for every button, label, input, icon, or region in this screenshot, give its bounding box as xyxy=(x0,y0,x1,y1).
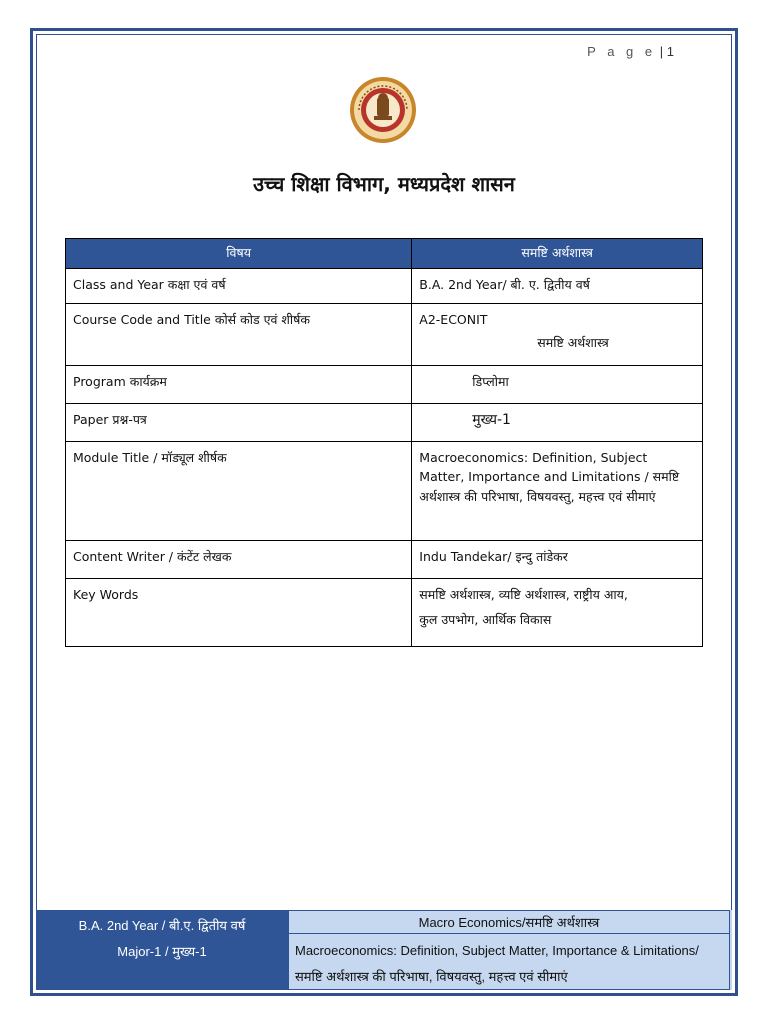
page-footer xyxy=(36,910,732,990)
page-number: P a g e | 1 xyxy=(587,44,674,59)
row-value: मुख्य-1 xyxy=(412,404,703,442)
row-label: Course Code and Title कोर्स कोड एवं शीर्षक xyxy=(66,304,412,366)
course-code: A2-ECONIT xyxy=(419,312,488,327)
row-label: Key Words xyxy=(66,579,412,647)
footer-module-info xyxy=(288,910,732,990)
table-row xyxy=(66,442,703,541)
footer-module-title: Macroeconomics: Definition, Subject Matter, Importance & Limitations/समष्टि अर्थशास्त्र की परिभाषा, विषयवस्तु, महत्त्व एवं सीमाएं xyxy=(288,934,730,990)
row-value: डिप्लोमा xyxy=(412,366,703,404)
table-header-topic: समष्टि अर्थशास्त्र xyxy=(412,239,703,269)
row-label: Class and Year कक्षा एवं वर्ष xyxy=(66,269,412,304)
keywords-line-1: समष्टि अर्थशास्त्र, व्यष्टि अर्थशास्त्र, राष्ट्रीय आय, xyxy=(419,587,628,602)
table-row xyxy=(66,404,703,442)
footer-paper: Major-1 / मुख्य-1 xyxy=(117,944,207,959)
page-label: P a g e xyxy=(587,44,657,59)
row-value: Macroeconomics: Definition, Subject Matter, Importance and Limitations / समष्टि अर्थशास्त्र की परिभाषा, विषयवस्तु, महत्त्व एवं सीमाएं xyxy=(412,442,703,541)
row-value xyxy=(412,304,703,366)
row-value: B.A. 2nd Year/ बी. ए. द्वितीय वर्ष xyxy=(412,269,703,304)
row-value: Indu Tandekar/ इन्दु तांडेकर xyxy=(412,541,703,579)
page-number-value: 1 xyxy=(666,44,674,59)
footer-course-info xyxy=(36,910,288,990)
row-label: Paper प्रश्न-पत्र xyxy=(66,404,412,442)
footer-subject: Macro Economics/समष्टि अर्थशास्त्र xyxy=(288,910,730,934)
row-label: Program कार्यक्रम xyxy=(66,366,412,404)
keywords-line-2: कुल उपभोग, आर्थिक विकास xyxy=(419,612,552,628)
course-info-table xyxy=(65,238,703,647)
course-title: समष्टि अर्थशास्त्र xyxy=(537,335,609,351)
row-label: Module Title / मॉड्यूल शीर्षक xyxy=(66,442,412,541)
table-row xyxy=(66,269,703,304)
row-value xyxy=(412,579,703,647)
government-seal-emblem-icon xyxy=(349,76,417,144)
table-row xyxy=(66,366,703,404)
table-header-subject: विषय xyxy=(66,239,412,269)
table-row xyxy=(66,579,703,647)
row-label: Content Writer / कंटेंट लेखक xyxy=(66,541,412,579)
table-row xyxy=(66,541,703,579)
footer-class-year: B.A. 2nd Year / बी.ए. द्वितीय वर्ष xyxy=(78,918,246,933)
table-header-row xyxy=(66,239,703,269)
department-title: उच्च शिक्षा विभाग, मध्यप्रदेश शासन xyxy=(253,172,515,196)
table-row xyxy=(66,304,703,366)
